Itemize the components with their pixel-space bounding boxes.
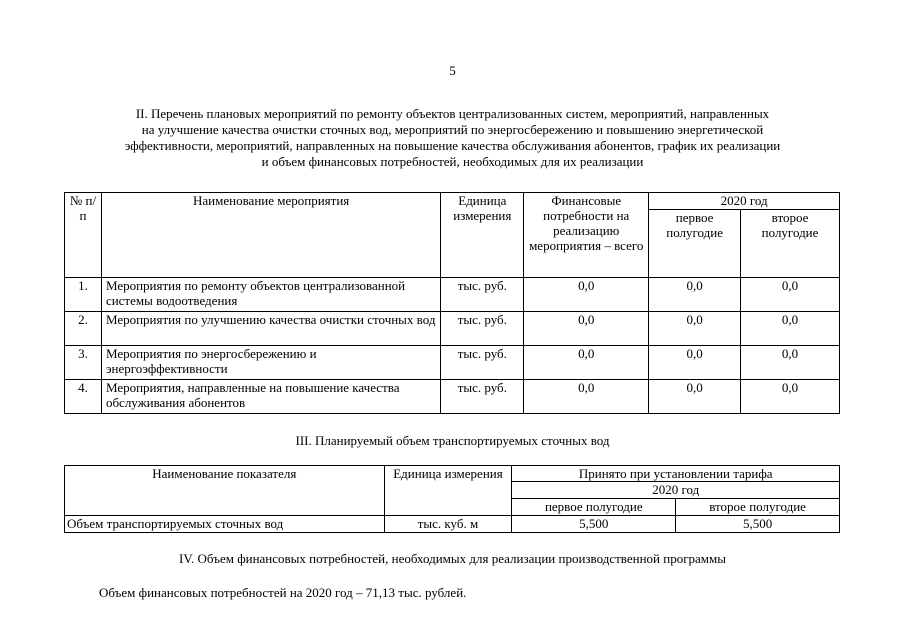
row-name: Мероприятия по ремонту объектов централизованной системы водоотведения	[101, 278, 440, 312]
section-2-heading	[60, 106, 845, 170]
row-unit: тыс. руб.	[441, 380, 524, 414]
row-half-1: 5,500	[512, 516, 676, 533]
row-half-2: 0,0	[741, 312, 840, 346]
header-year: 2020 год	[512, 482, 840, 499]
section-2-heading-line: на улучшение качества очистки сточных вод, мероприятий по энергосбережению и повышению энергетической	[141, 122, 764, 137]
table-row	[65, 380, 840, 414]
table-row	[65, 278, 840, 312]
table-row	[65, 516, 840, 533]
row-half-1: 0,0	[649, 312, 741, 346]
row-name: Мероприятия по улучшению качества очистки сточных вод	[101, 312, 440, 346]
table-row	[65, 346, 840, 380]
row-half-2: 0,0	[741, 380, 840, 414]
header-half-2: второе полугодие	[741, 210, 840, 278]
row-total: 0,0	[524, 278, 649, 312]
row-num: 3.	[65, 346, 102, 380]
table-row	[65, 312, 840, 346]
header-unit: Единица измерения	[441, 193, 524, 278]
row-half-2: 0,0	[741, 278, 840, 312]
row-total: 0,0	[524, 312, 649, 346]
row-total: 0,0	[524, 380, 649, 414]
section-3-heading: III. Планируемый объем транспортируемых сточных вод	[295, 433, 610, 448]
row-name: Объем транспортируемых сточных вод	[65, 516, 385, 533]
measures-table	[64, 192, 840, 414]
page-number: 5	[449, 63, 456, 78]
row-num: 4.	[65, 380, 102, 414]
row-unit: тыс. куб. м	[384, 516, 512, 533]
row-half-1: 0,0	[649, 346, 741, 380]
header-accepted: Принято при установлении тарифа	[512, 466, 840, 482]
header-num: № п/п	[65, 193, 102, 278]
row-num: 2.	[65, 312, 102, 346]
row-unit: тыс. руб.	[441, 346, 524, 380]
section-4-heading: IV. Объем финансовых потребностей, необходимых для реализации производственной программы	[179, 551, 726, 566]
transport-volume-table	[64, 465, 840, 533]
header-half-2: второе полугодие	[676, 499, 840, 516]
row-half-1: 0,0	[649, 380, 741, 414]
header-half-1: первое полугодие	[512, 499, 676, 516]
row-num: 1.	[65, 278, 102, 312]
financial-summary: Объем финансовых потребностей на 2020 год – 71,13 тыс. рублей.	[99, 585, 467, 600]
row-half-1: 0,0	[649, 278, 741, 312]
section-2-heading-line: эффективности, мероприятий, направленных на повышение качества обслуживания абонентов, график их реализации	[124, 138, 781, 153]
header-name: Наименование мероприятия	[101, 193, 440, 278]
row-unit: тыс. руб.	[441, 312, 524, 346]
row-name: Мероприятия по энергосбережению и энергоэффективности	[101, 346, 440, 380]
section-2-heading-line: II. Перечень плановых мероприятий по ремонту объектов централизованных систем, мероприятий, направленных	[135, 106, 770, 121]
header-finance: Финансовые потребности на реализацию мероприятия – всего	[524, 193, 649, 278]
header-indicator: Наименование показателя	[65, 466, 385, 516]
row-unit: тыс. руб.	[441, 278, 524, 312]
row-total: 0,0	[524, 346, 649, 380]
row-half-2: 5,500	[676, 516, 840, 533]
row-half-2: 0,0	[741, 346, 840, 380]
header-half-1: первое полугодие	[649, 210, 741, 278]
section-2-heading-line: и объем финансовых потребностей, необходимых для их реализации	[261, 154, 644, 169]
header-year: 2020 год	[649, 193, 840, 210]
header-unit: Единица измерения	[384, 466, 512, 516]
row-name: Мероприятия, направленные на повышение качества обслуживания абонентов	[101, 380, 440, 414]
